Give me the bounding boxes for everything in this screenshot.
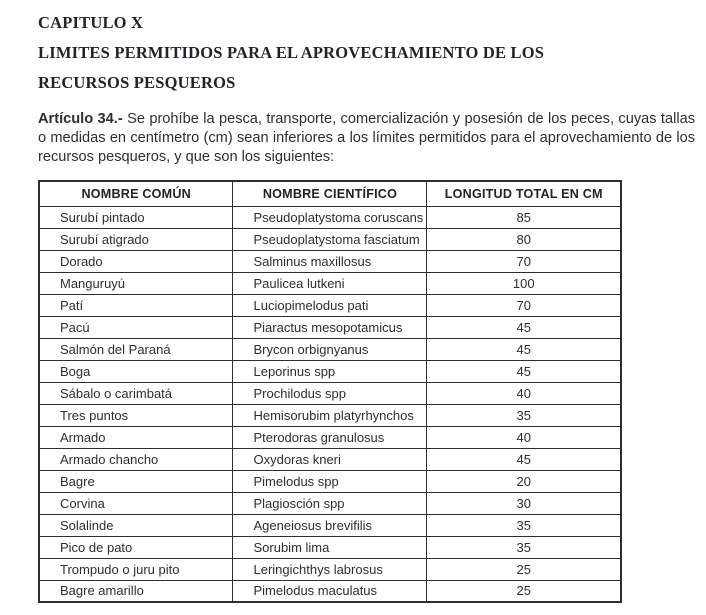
- common-name-cell: Manguruyú: [39, 272, 233, 294]
- table-row: [39, 536, 621, 558]
- col-header-nombre-cientifico: NOMBRE CIENTÍFICO: [233, 181, 427, 206]
- table-row: [39, 228, 621, 250]
- article-label: Artículo 34.-: [38, 111, 123, 127]
- scientific-name-cell: Brycon orbignyanus: [233, 338, 427, 360]
- scientific-name-cell: Pseudoplatystoma fasciatum: [233, 228, 427, 250]
- scientific-name-cell: Leringichthys labrosus: [233, 558, 427, 580]
- scientific-name-cell: Ageneiosus brevifilis: [233, 514, 427, 536]
- page-title: LIMITES PERMITIDOS PARA EL APROVECHAMIENTO DE LOS RECURSOS PESQUEROS: [38, 43, 545, 92]
- limits-table: [38, 180, 622, 603]
- length-cell: 85: [427, 206, 621, 228]
- common-name-cell: Surubí pintado: [39, 206, 233, 228]
- common-name-cell: Pico de pato: [39, 536, 233, 558]
- table-row: [39, 580, 621, 602]
- article-paragraph: [38, 110, 695, 167]
- table-row: [39, 448, 621, 470]
- table-header-row: [39, 181, 621, 206]
- common-name-cell: Solalinde: [39, 514, 233, 536]
- table-row: [39, 272, 621, 294]
- length-cell: 45: [427, 360, 621, 382]
- length-cell: 35: [427, 536, 621, 558]
- length-cell: 30: [427, 492, 621, 514]
- length-cell: 40: [427, 382, 621, 404]
- article-text: Se prohíbe la pesca, transporte, comercialización y posesión de los peces, cuyas tallas o medidas en centímetro (cm) sean inferiores a los límites permitidos para el aprovechamiento de los recursos pesqueros, y que son los siguientes:: [38, 111, 695, 165]
- common-name-cell: Trompudo o juru pito: [39, 558, 233, 580]
- col-header-longitud-total: LONGITUD TOTAL EN CM: [427, 181, 621, 206]
- common-name-cell: Dorado: [39, 250, 233, 272]
- table-row: [39, 426, 621, 448]
- common-name-cell: Bagre: [39, 470, 233, 492]
- table-row: [39, 250, 621, 272]
- table-row: [39, 294, 621, 316]
- scientific-name-cell: Pimelodus spp: [233, 470, 427, 492]
- table-row: [39, 470, 621, 492]
- length-cell: 20: [427, 470, 621, 492]
- common-name-cell: Boga: [39, 360, 233, 382]
- common-name-cell: Pacú: [39, 316, 233, 338]
- table-row: [39, 338, 621, 360]
- table-row: [39, 514, 621, 536]
- common-name-cell: Corvina: [39, 492, 233, 514]
- table-row: [39, 316, 621, 338]
- scientific-name-cell: Paulicea lutkeni: [233, 272, 427, 294]
- scientific-name-cell: Leporinus spp: [233, 360, 427, 382]
- chapter-heading: CAPITULO X: [38, 13, 144, 32]
- scientific-name-cell: Pseudoplatystoma coruscans: [233, 206, 427, 228]
- length-cell: 70: [427, 294, 621, 316]
- length-cell: 45: [427, 316, 621, 338]
- scientific-name-cell: Salminus maxillosus: [233, 250, 427, 272]
- table-row: [39, 206, 621, 228]
- common-name-cell: Sábalo o carimbatá: [39, 382, 233, 404]
- scientific-name-cell: Oxydoras kneri: [233, 448, 427, 470]
- length-cell: 45: [427, 338, 621, 360]
- length-cell: 45: [427, 448, 621, 470]
- table-row: [39, 360, 621, 382]
- scientific-name-cell: Prochilodus spp: [233, 382, 427, 404]
- length-cell: 40: [427, 426, 621, 448]
- common-name-cell: Armado chancho: [39, 448, 233, 470]
- common-name-cell: Surubí atigrado: [39, 228, 233, 250]
- scientific-name-cell: Pimelodus maculatus: [233, 580, 427, 602]
- scientific-name-cell: Plagiosción spp: [233, 492, 427, 514]
- length-cell: 70: [427, 250, 621, 272]
- length-cell: 35: [427, 514, 621, 536]
- length-cell: 35: [427, 404, 621, 426]
- common-name-cell: Armado: [39, 426, 233, 448]
- col-header-nombre-comun: NOMBRE COMÚN: [39, 181, 233, 206]
- length-cell: 25: [427, 580, 621, 602]
- length-cell: 80: [427, 228, 621, 250]
- scientific-name-cell: Sorubim lima: [233, 536, 427, 558]
- table-row: [39, 492, 621, 514]
- scientific-name-cell: Piaractus mesopotamicus: [233, 316, 427, 338]
- common-name-cell: Patí: [39, 294, 233, 316]
- length-cell: 25: [427, 558, 621, 580]
- scientific-name-cell: Pterodoras granulosus: [233, 426, 427, 448]
- table-row: [39, 558, 621, 580]
- table-row: [39, 404, 621, 426]
- common-name-cell: Bagre amarillo: [39, 580, 233, 602]
- scientific-name-cell: Luciopimelodus pati: [233, 294, 427, 316]
- scientific-name-cell: Hemisorubim platyrhynchos: [233, 404, 427, 426]
- table-row: [39, 382, 621, 404]
- length-cell: 100: [427, 272, 621, 294]
- table-body: [39, 206, 621, 602]
- common-name-cell: Salmón del Paraná: [39, 338, 233, 360]
- common-name-cell: Tres puntos: [39, 404, 233, 426]
